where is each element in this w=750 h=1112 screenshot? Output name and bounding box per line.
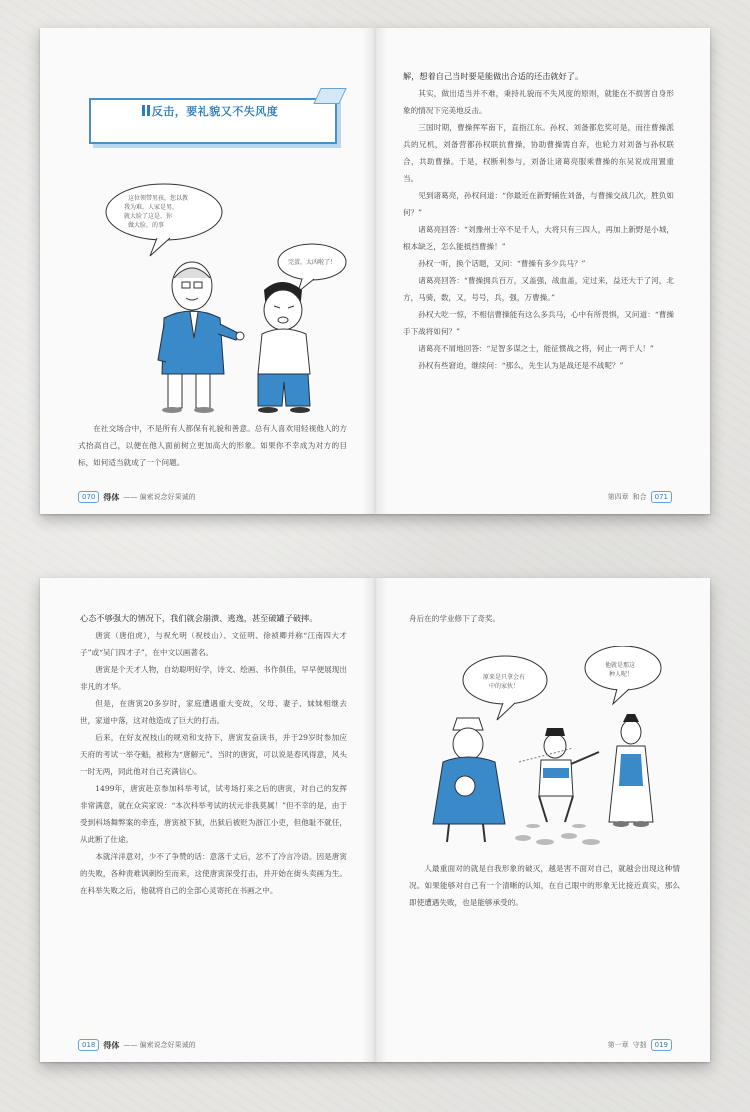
bubble-right-line: 种人呢！ bbox=[609, 671, 634, 678]
book-brand: 得体 bbox=[103, 1040, 120, 1050]
page-body bbox=[78, 420, 347, 471]
section-label: 和合 bbox=[632, 493, 647, 501]
paragraph: 孙权一听，换个话题，又问：“曹操有多少兵马？” bbox=[418, 259, 586, 268]
chapter-label: 第四章 bbox=[607, 493, 629, 501]
page-018 bbox=[40, 578, 375, 1062]
page-footer bbox=[78, 490, 196, 504]
section-title-banner bbox=[85, 92, 335, 146]
page-071 bbox=[375, 28, 710, 514]
illustration-ancient-figures bbox=[423, 646, 668, 856]
paragraph: 在社交场合中，不是所有人都保有礼貌和善意。总有人喜欢用轻视他人的方式抬高自己，以便在他人面前树立更加高大的形象。如果你不幸成为对方的目标，如何适当就成了一个问题。 bbox=[78, 424, 347, 467]
old-man-figure bbox=[158, 262, 244, 413]
chapter-label: 第一章 bbox=[607, 1041, 629, 1049]
scholar-figure bbox=[433, 718, 505, 842]
paragraph: 人最重面对的就是自我形象的破灭，越是害不面对自己，就越会出现这种情况。如果能够对自己有一个清晰的认知，在自己眼中的形象无比接近真实，那么即使遭遇失败，也是能够承受的。 bbox=[409, 864, 680, 907]
paragraph: 本就洋洋意对，少不了争赞的话：意落千丈后，忿不了冷言冷语。因是唐寅的失败，各种责难讽刺纷至而来，这使唐寅深受打击，并开始在街头卖画为生。在科举失败之后，他就将自己的全部心灵寄托在书画之中。 bbox=[80, 852, 347, 895]
section-title: 反击，要礼貌又不失风度 bbox=[85, 103, 335, 119]
paragraph: 但是，在唐寅20多岁时，家庭遭遇重大变故，父母、妻子、妹妹相继去世，家道中落，这对他造成了巨大的打击。 bbox=[80, 699, 347, 725]
paragraph: 其实，做出适当并不难，秉持礼貌而不失风度的原则，就能在不损害自身形象的情况下完美地反击。 bbox=[403, 89, 674, 115]
book-gutter bbox=[362, 28, 388, 514]
page-number: 070 bbox=[78, 491, 99, 503]
paragraph: 心态不够强大的情况下，我们就会崩溃、逃逸，甚至破罐子破摔。 bbox=[80, 613, 318, 623]
book-subtitle: —— 偏索说念好果诚的 bbox=[123, 1041, 196, 1049]
young-man-figure bbox=[258, 282, 310, 413]
paragraph: 舟后在的学业修下了奇奖。 bbox=[409, 614, 501, 623]
section-label: 守拙 bbox=[632, 1041, 647, 1049]
paragraph: 孙权大吃一惊，不相信曹操能有这么多兵马，心中有所畏惧，又问道：“曹操手下战将如何？” bbox=[403, 310, 674, 336]
page-body bbox=[80, 610, 347, 899]
page-body bbox=[409, 860, 680, 911]
paragraph: 解，想着自己当时要是能做出合适的还击就好了。 bbox=[403, 71, 584, 81]
paragraph: 唐寅是个天才人物，自幼聪明好学，诗文、绘画、书作俱佳，早早便展现出非凡的才华。 bbox=[80, 665, 347, 691]
page-top-line bbox=[409, 610, 680, 627]
page-footer bbox=[608, 490, 672, 504]
bubble-left-line: 这位领带男孩，您以教 bbox=[128, 195, 189, 202]
bubble-right-text: 完蛋，太凶啦了！ bbox=[288, 259, 337, 266]
page-number: 018 bbox=[78, 1039, 99, 1051]
banner-fold-tab bbox=[313, 88, 346, 104]
page-footer bbox=[608, 1038, 672, 1052]
servant-figure bbox=[519, 728, 599, 822]
paragraph: 诸葛亮不屑地回答：“足智多谋之士，能征惯战之将，何止一两千人！” bbox=[418, 344, 654, 353]
paragraph: 1499年，唐寅赴京参加科举考试，试考场打来之后的唐寅，对自己的发挥非常满意，就在众宾家说：“本次科举考试的状元非我莫属！”但不幸的是，由于受到科场舞弊案的牵连，唐寅被下狱，出狱后被贬为浙江小吏，但他耻不就任，从此断了仕途。 bbox=[80, 784, 347, 844]
page-body bbox=[403, 68, 674, 374]
illustration-two-men bbox=[102, 178, 352, 418]
page-number: 019 bbox=[651, 1039, 672, 1051]
bubble-left-line: 就大脸了这是，你 bbox=[124, 213, 173, 220]
book-spread-bottom bbox=[40, 578, 710, 1062]
paragraph: 见到诸葛亮，孙权问道：“你最近在新野辅佐刘备，与曹操交战几次，胜负如何？” bbox=[403, 191, 674, 217]
paragraph: 诸葛亮回答：“曹操拥兵百万，又盖强，战血盖，定过来，益还大于了河，北方，马骑，数，又，号号，兵，强，万曹操。” bbox=[403, 276, 674, 302]
paragraph: 三国时期，曹操挥军南下，直指江东。孙权、刘备都危奖可是，而往曹操派兵的兄机，刘备营都孙权联抗曹操，协助曹操需自弃，也轮力对刘备与孙权联合，共助曹操。于是，权断利参与，刘备让诸葛亮服乘曹操的东吴说成用置重当。 bbox=[403, 123, 674, 183]
bubble-left-line: 做大脸，的事 bbox=[128, 222, 165, 229]
bubble-left-line: 原来是只拿会有 bbox=[483, 674, 526, 681]
speech-bubble-left bbox=[106, 184, 222, 240]
ground-stones bbox=[515, 824, 600, 845]
book-spread-top bbox=[40, 28, 710, 514]
page-footer bbox=[78, 1038, 196, 1052]
lady-figure bbox=[609, 714, 653, 827]
page-070 bbox=[40, 28, 375, 514]
paragraph: 唐寅（唐伯虎），与祝允明（祝枝山）、文征明、徐祯卿并称“江南四大才子”或“吴门四才子”，在中文以画著名。 bbox=[80, 631, 347, 657]
paragraph: 后来，在好友祝枝山的规劝和支持下，唐寅发奋读书，并于29岁时参加应天府的考试一举夺魁，被称为“唐解元”。当时的唐寅，可以说是春风得意，风头一时无两，同此他对自己充满信心。 bbox=[80, 733, 347, 776]
bubble-right-line: 他就是那这 bbox=[605, 662, 636, 669]
book-brand: 得体 bbox=[103, 492, 120, 502]
page-number: 071 bbox=[651, 491, 672, 503]
book-subtitle: —— 偏索说念好果诚的 bbox=[123, 493, 196, 501]
page-019 bbox=[375, 578, 710, 1062]
book-gutter bbox=[362, 578, 388, 1062]
bubble-left-line: 我为难，人家是男， bbox=[124, 204, 179, 211]
bubble-left-line: 中的家伙！ bbox=[489, 683, 520, 690]
paragraph: 诸葛亮回答：“刘豫州士卒不足千人，大将只有三四人，再加上新野是小城，根本缺乏，怎么能抵挡曹操！” bbox=[403, 225, 674, 251]
paragraph: 孙权有些窘迫，继续问：“那么，先生认为是战还是不战呢？” bbox=[418, 361, 624, 370]
